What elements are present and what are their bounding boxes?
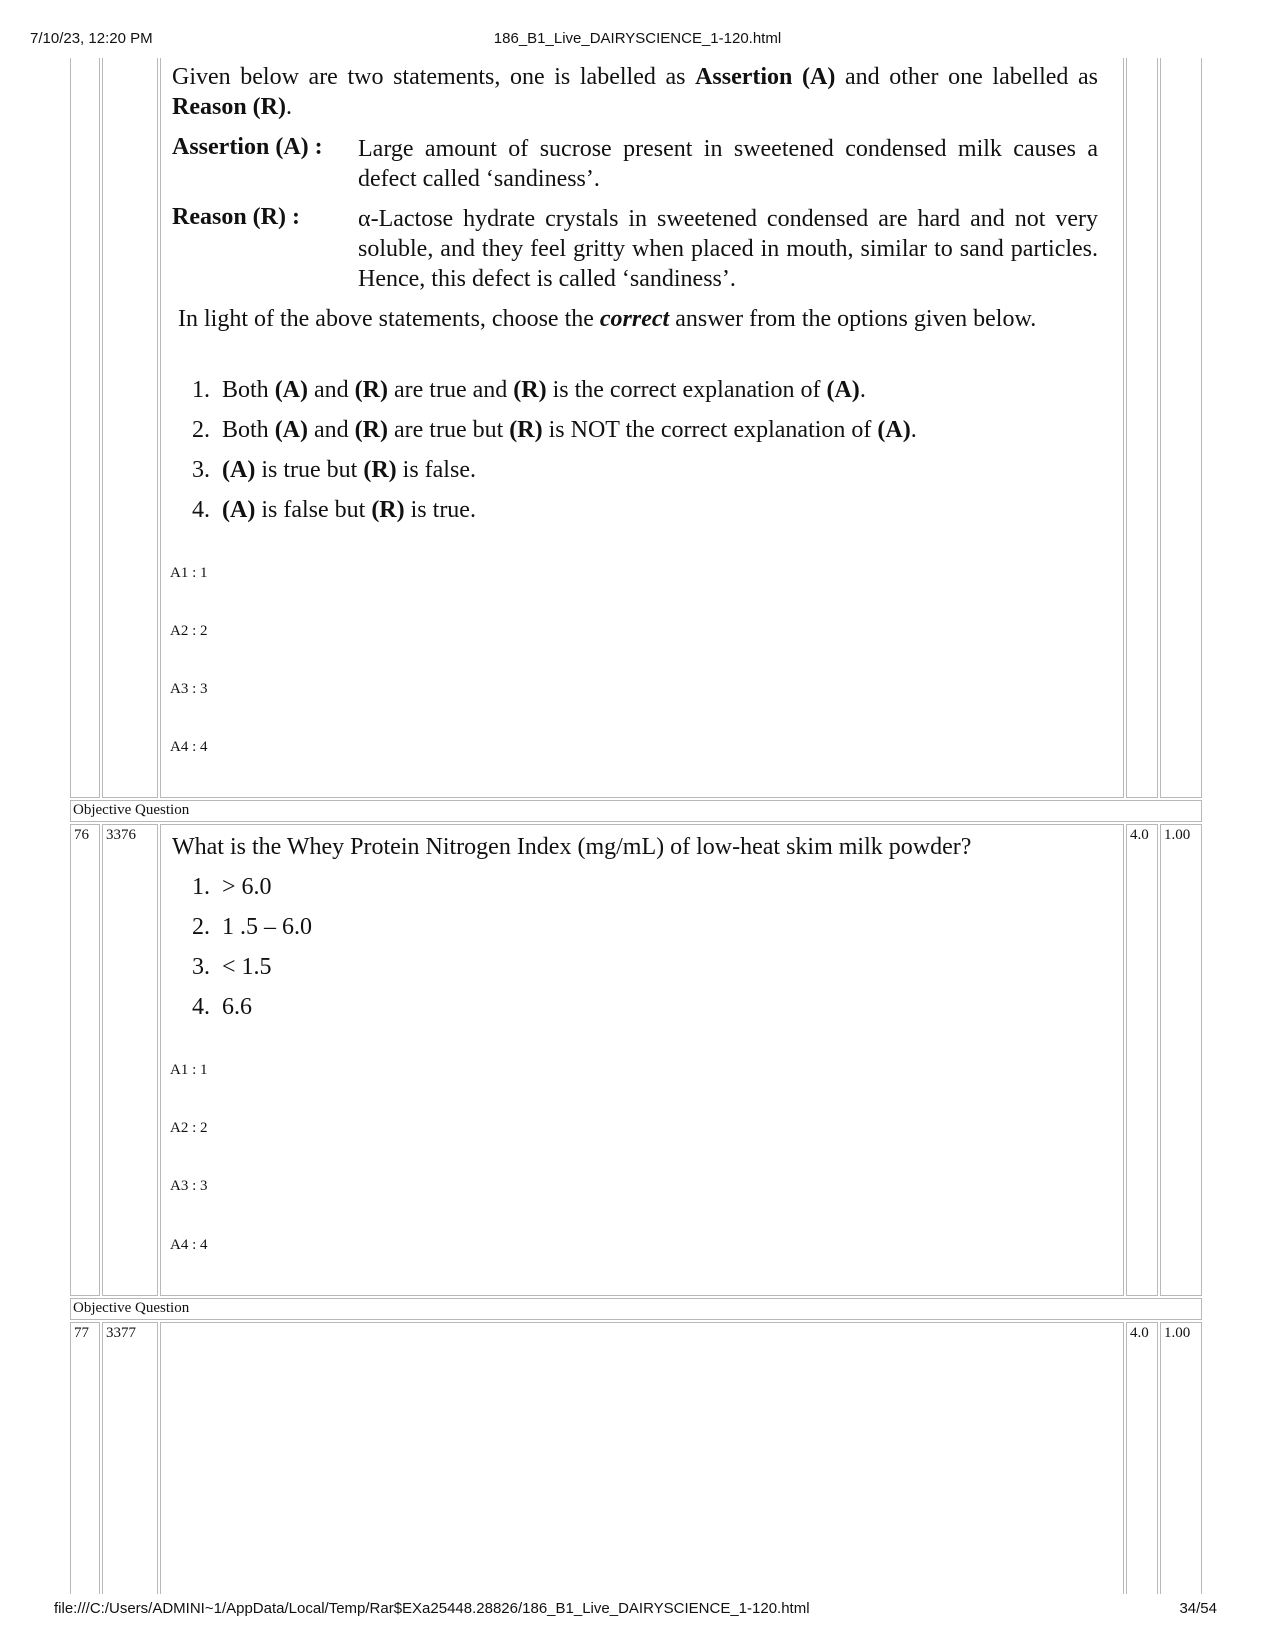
q76-answer-3: A3 : 3 [170,1178,208,1194]
q77-neg-cell [1160,1322,1202,1594]
footer-page-number: 34/54 [1179,1600,1217,1617]
q77-content-cell [160,1322,1124,1594]
q75-sno-cell [70,58,100,798]
q76-marks-cell [1126,824,1158,1296]
reason-text: α-Lactose hydrate crystals in sweetened condensed are hard and not very soluble, and they feel gritty when placed in mouth, similar to sand particles. Hence, this defect is called ‘sandiness’. [358,206,1098,292]
q75-option-1: 1. Both (A) and (R) are true and (R) is the correct explanation of (A). [192,377,866,403]
q75-answer-2: A2 : 2 [170,623,208,639]
q75-marks-cell [1126,58,1158,798]
q75-answer-1: A1 : 1 [170,565,208,581]
q76-marks: 4.0 [1130,827,1149,843]
q77-type-band [70,1298,1202,1320]
q76-option-1: 1. > 6.0 [192,874,272,900]
q76-qid-cell [102,824,158,1296]
q75-intro: Given below are two statements, one is labelled as Assertion (A) and other one labelled as Reason (R). [172,64,1098,120]
q76-type-band [70,800,1202,822]
q77-neg: 1.00 [1164,1325,1191,1341]
q76-neg: 1.00 [1164,827,1191,843]
print-title: 186_B1_Live_DAIRYSCIENCE_1-120.html [493,30,782,47]
q76-answer-2: A2 : 2 [170,1120,208,1136]
q76-qid: 3376 [106,827,136,843]
q75-option-4: 4. (A) is false but (R) is true. [192,497,476,523]
assertion-label: Assertion (A) : [172,134,323,160]
q76-answer-1: A1 : 1 [170,1062,208,1078]
q75-answer-3: A3 : 3 [170,681,208,697]
q77-qid-cell [102,1322,158,1594]
q77-marks: 4.0 [1130,1325,1149,1341]
q77-type-label: Objective Question [73,1300,190,1316]
print-datetime: 7/10/23, 12:20 PM [30,30,153,47]
q76-option-2: 2. 1 .5 – 6.0 [192,914,312,940]
q77-marks-cell [1126,1322,1158,1594]
q75-neg-cell [1160,58,1202,798]
q75-answer-4: A4 : 4 [170,739,208,755]
q76-type-label: Objective Question [73,802,190,818]
q76-neg-cell [1160,824,1202,1296]
footer-file-path: file:///C:/Users/ADMINI~1/AppData/Local/Temp/Rar$EXa25448.28826/186_B1_Live_DAIRYSCIENCE_1-120.html [54,1600,810,1617]
q75-instruction: In light of the above statements, choose the correct answer from the options given below. [178,306,1037,332]
q76-content-cell [160,824,1124,1296]
q77-sno-cell [70,1322,100,1594]
q76-sno: 76 [74,827,89,843]
q76-option-4: 4. 6.6 [192,994,252,1020]
q76-question: What is the Whey Protein Nitrogen Index (mg/mL) of low-heat skim milk powder? [172,834,972,860]
reason-label: Reason (R) : [172,204,300,230]
assertion-text: Large amount of sucrose present in sweetened condensed milk causes a defect called ‘sandiness’. [358,136,1098,192]
q76-option-3: 3. < 1.5 [192,954,272,980]
q75-option-2: 2. Both (A) and (R) are true but (R) is NOT the correct explanation of (A). [192,417,917,443]
q75-option-3: 3. (A) is true but (R) is false. [192,457,476,483]
q76-answer-4: A4 : 4 [170,1237,208,1253]
q77-qid: 3377 [106,1325,136,1341]
q77-sno: 77 [74,1325,89,1341]
q75-qid-cell [102,58,158,798]
q76-sno-cell [70,824,100,1296]
